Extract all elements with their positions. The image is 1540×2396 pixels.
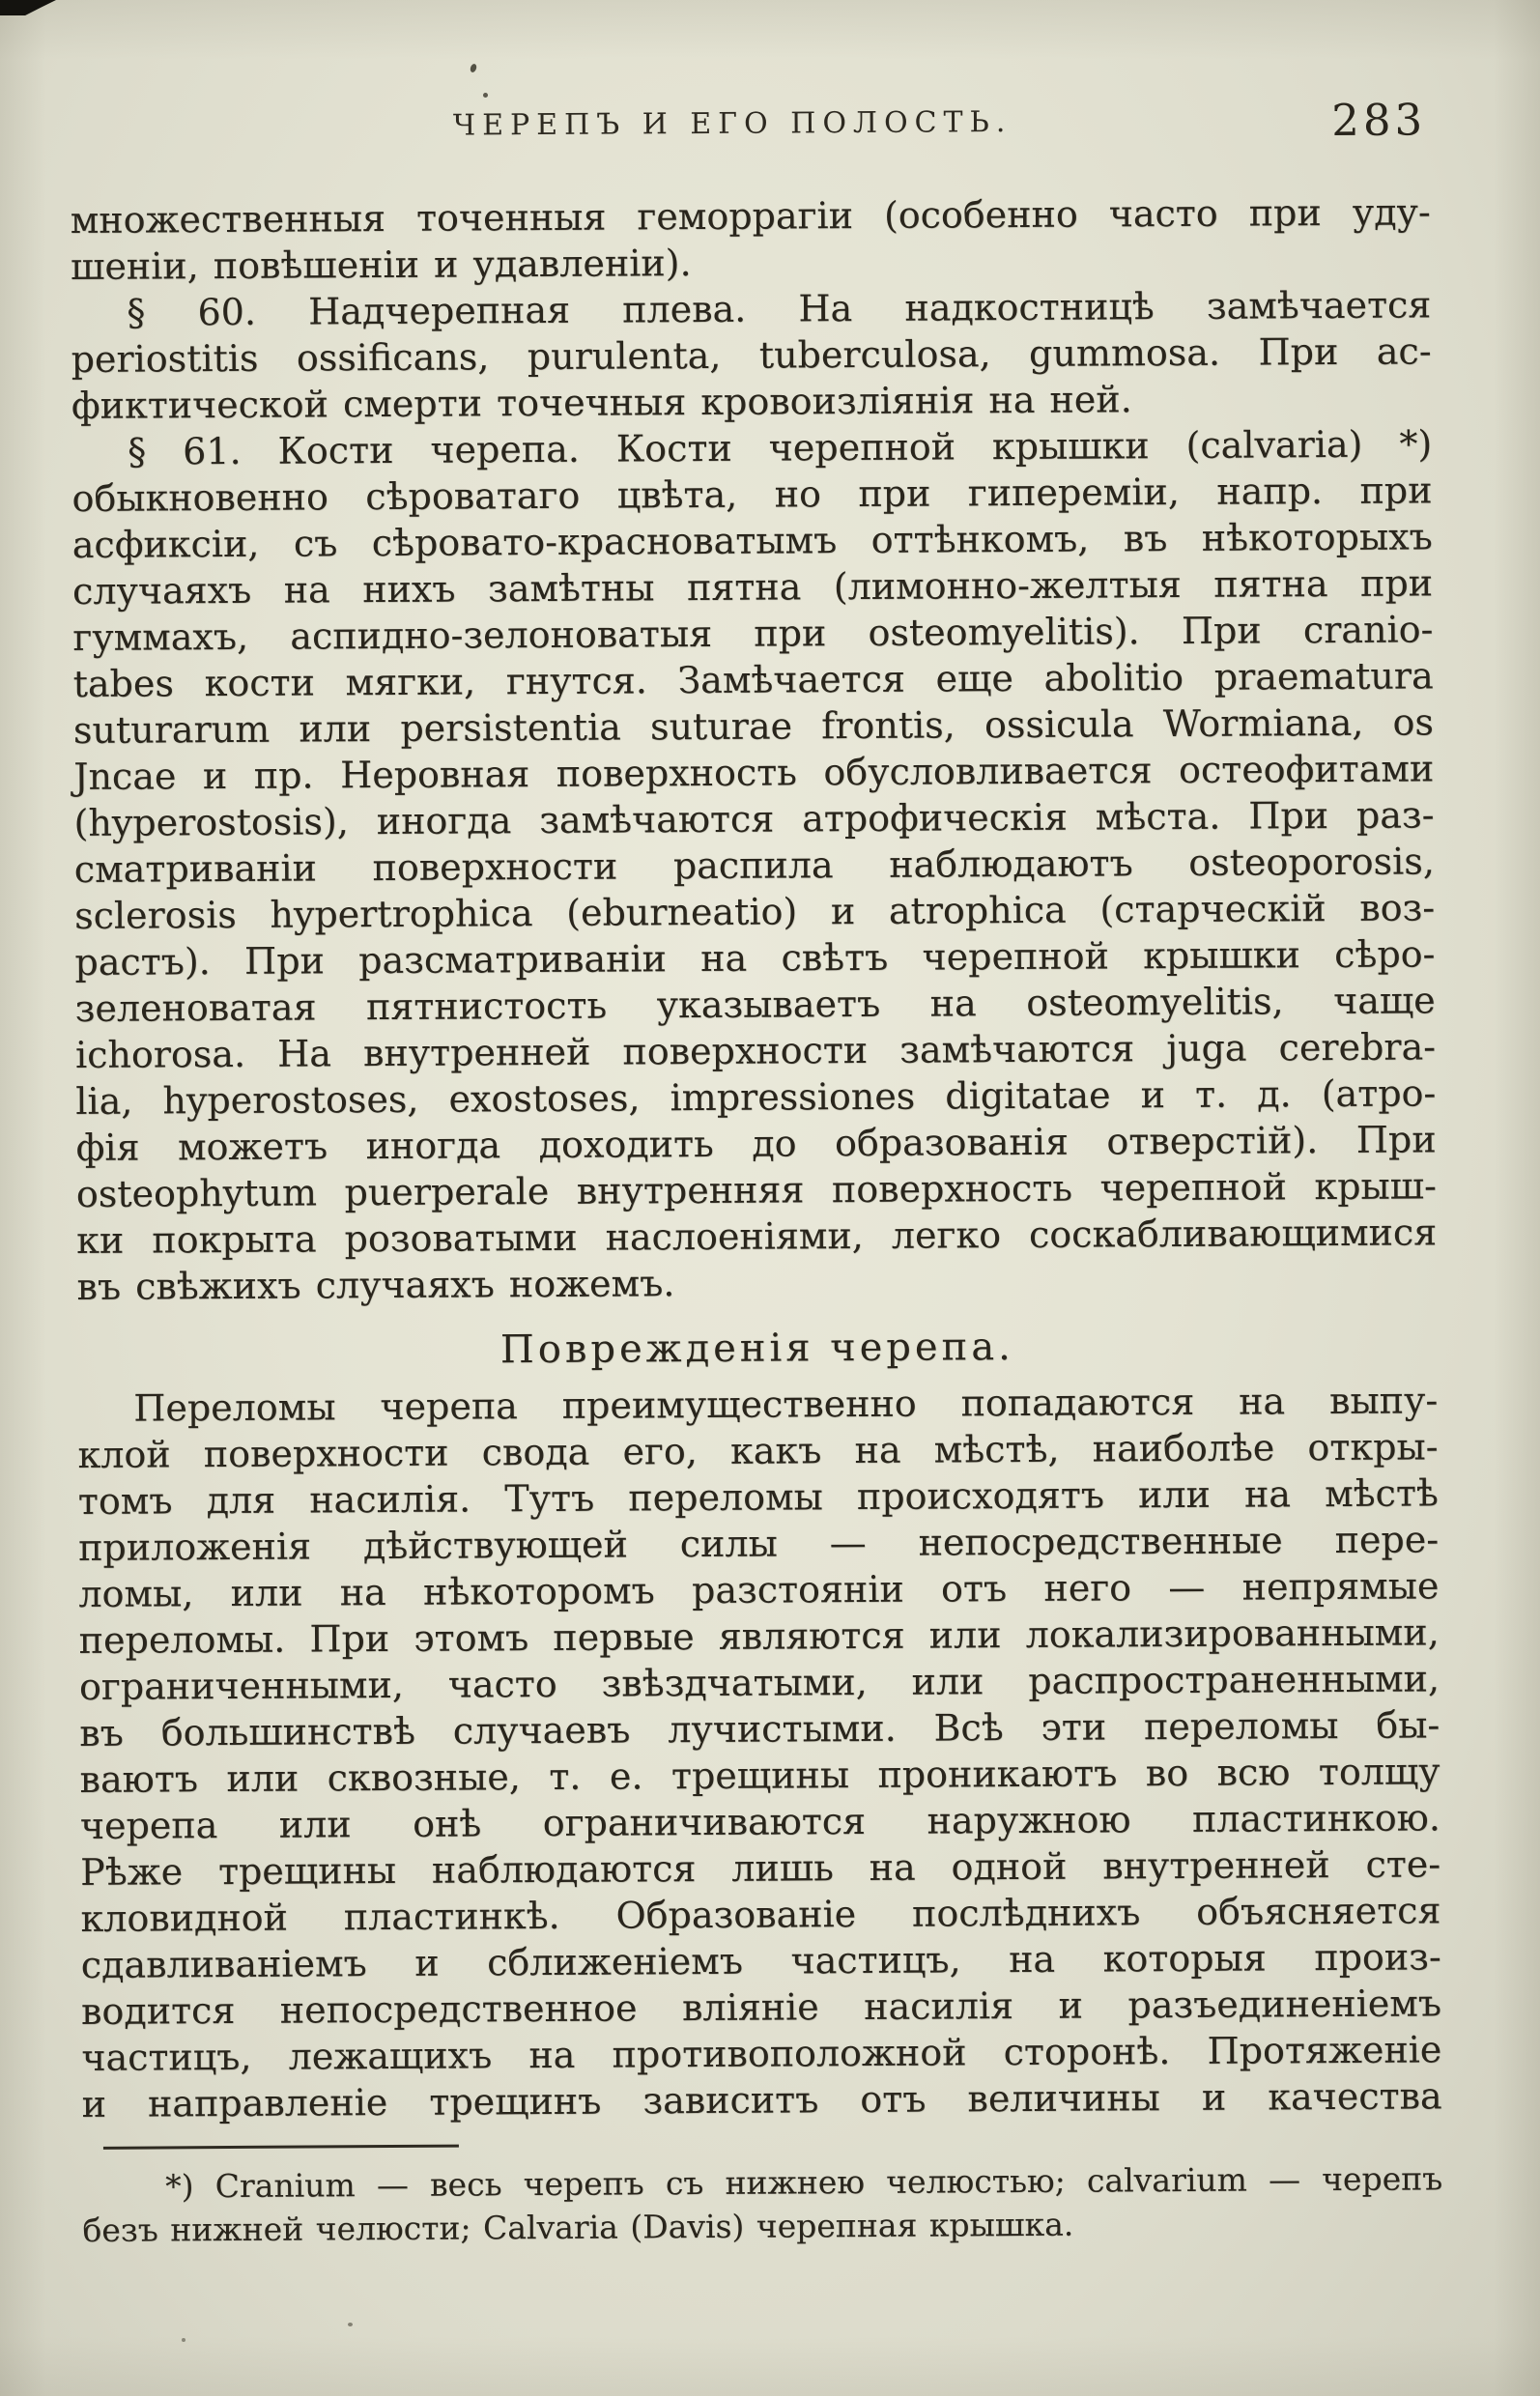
text-line: ки покрыта розоватыми наслоеніями, легко соскабливающимися [76,1211,1438,1262]
section-heading: Поврежденія черепа. [499,1325,1014,1373]
text-line: множественныя точенныя геморрагіи (особенно часто при уду- [70,190,1431,242]
text-line: случаяхъ на нихъ замѣтны пятна (лимонно-желтыя пятна при [71,561,1434,613]
text-line: *) Cranium — весь черепъ съ нижнею челюстью; calvarium — черепъ [165,2159,1443,2206]
text-line: кловидной пластинкѣ. Образованіе послѣднихъ объясняется [80,1889,1441,1940]
text-line: lia, hyperostoses, exostoses, impressiones digitatae и т. д. (атро- [75,1071,1437,1123]
text-line: переломы. При этомъ первые являются или локализированными, [78,1611,1440,1662]
text-line: водится непосредственное вліяніе насилія и разъединеніемъ [80,1982,1442,2033]
paragraph [71,188,1432,290]
ink-speck [348,2323,353,2326]
text-line: сматриваніи поверхности распила наблюдаютъ osteoporosis, [73,840,1435,891]
page-header [70,94,1430,155]
text-line: обыкновенно сѣроватаго цвѣта, но при гипереміи, напр. при [71,469,1433,520]
text-line: tabes кости мягки, гнутся. Замѣчается еще abolitio praematura [72,654,1434,705]
ink-speck [470,63,478,73]
text-line: шеніи, повѣшеніи и удавленіи). [70,242,692,288]
text-line: § 60. Надчерепная плева. На надкостницѣ замѣчается [127,283,1432,334]
text-line: фія можетъ иногда доходить до образованія отверстій). При [75,1118,1437,1169]
text-line: § 61. Кости черепа. Кости черепной крышки (calvaria) *) [128,422,1433,473]
text-line: Переломы черепа преимущественно попадаются на выпу- [133,1379,1439,1430]
paragraph [77,1377,1442,2127]
text-line: зеленоватая пятнистость указываетъ на osteomyelitis, чаще [74,979,1436,1030]
text-line: сдавливаніемъ и сближеніемъ частицъ, на которыя произ- [80,1935,1441,1986]
text-line: ваютъ или сквозные, т. е. трещины проникаютъ во всю толщу [79,1750,1440,1801]
text-line: растъ). При разсматриваніи на свѣтъ черепной крышки сѣро- [74,932,1436,984]
text-line: въ свѣжихъ случаяхъ ножемъ. [76,1262,675,1308]
running-title: ЧЕРЕПЪ И ЕГО ПОЛОСТЬ. [452,105,1012,143]
text-line: черепа или онѣ ограничиваются наружною пластинкою. [79,1796,1441,1847]
text-body [71,188,1442,2127]
text-line: приложенія дѣйствующей силы — непосредственные пере- [78,1518,1440,1569]
text-line: въ большинствѣ случаевъ лучистыми. Всѣ эти переломы бы- [79,1703,1440,1754]
text-line: клой поверхности свода его, какъ на мѣстѣ, наиболѣе откры- [77,1425,1439,1476]
scan-edge-artifact [0,0,56,15]
text-line: ограниченными, часто звѣздчатыми, или распространенными, [78,1657,1440,1708]
text-line: Jncae и пр. Неровная поверхность обусловливается остеофитами [73,747,1435,798]
paragraph [71,281,1432,429]
footnote-rule [103,2145,459,2150]
text-line: suturarum или persistentia suturae frontis, ossicula Wormiana, os [72,700,1435,752]
text-line: и направленіе трещинъ зависитъ отъ величины и качества [81,2074,1442,2125]
text-line: sclerosis hypertrophica (eburneatio) и atrophica (старческій воз- [74,886,1436,937]
text-line: ломы, или на нѣкоторомъ разстояніи отъ него — непрямые [78,1564,1440,1615]
text-line: periostitis ossificans, purulenta, tuberculosa, gummosa. При ас- [71,329,1432,381]
text-line: безъ нижней челюсти; Calvaria (Davis) черепная крышка. [82,2205,1074,2249]
ink-speck [182,2338,185,2342]
footnote-lines [82,2156,1443,2252]
text-line: асфиксіи, съ сѣровато-красноватымъ оттѣнкомъ, въ нѣкоторыхъ [71,515,1433,566]
footnote [82,2138,1443,2252]
text-line: томъ для насилія. Тутъ переломы происходятъ или на мѣстѣ [77,1471,1439,1523]
text-line: фиктической смерти точечныя кровоизліянія на ней. [71,378,1132,427]
page-number: 283 [1331,94,1427,147]
text-line: гуммахъ, аспидно-зелоноватыя при osteomyelitis). При cranio- [72,608,1434,659]
page-content [70,94,1443,2252]
paragraph [71,420,1438,1310]
text-line: ichorosa. На внутренней поверхности замѣчаются juga cerebra- [74,1025,1437,1076]
text-line: частицъ, лежащихъ на противоположной сторонѣ. Протяженіе [81,2028,1442,2079]
text-line: Рѣже трещины наблюдаются лишь на одной внутренней сте- [80,1842,1441,1894]
text-line: osteophytum puerperale внутренняя поверхность черепной крыш- [75,1164,1438,1215]
text-line: (hyperostosis), иногда замѣчаются атрофическія мѣста. При раз- [73,793,1435,844]
ink-speck [483,93,488,98]
